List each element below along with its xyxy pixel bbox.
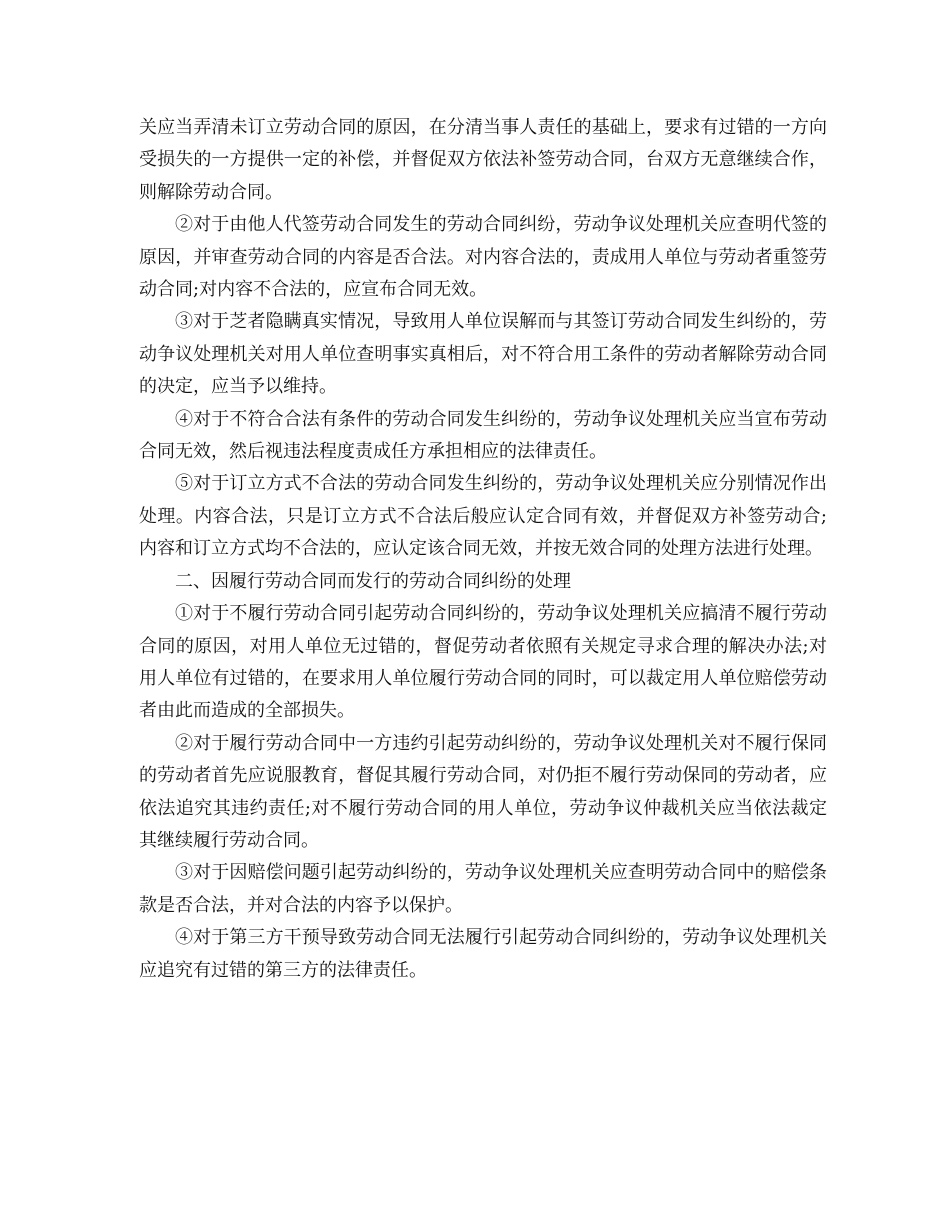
paragraph-item-3: ③对于芝者隐瞒真实情况，导致用人单位误解而与其签订劳动合同发生纠纷的，劳动争议处理机关对用人单位查明事实真相后，对不符合用工条件的劳动者解除劳动合同的决定，应当予以维持。 (139, 311, 827, 398)
paragraph-item-4: ④对于不符合合法有条件的劳动合同发生纠纷的，劳动争议处理机关应当宣布劳动合同无效，然后视违法程度责成任方承担相应的法律责任。 (139, 408, 827, 463)
paragraph-item-5: ⑤对于订立方式不合法的劳动合同发生纠纷的，劳动争议处理机关应分别情况作出处理。内容合法，只是订立方式不合法后般应认定合同有效，并督促双方补签劳动合;内容和订立方式均不合法的，应认定该合同无效，并按无效合同的处理方法进行处理。 (139, 473, 827, 560)
paragraph-section2-item-2: ②对于履行劳动合同中一方违约引起劳动纠纷的，劳动争议处理机关对不履行保同的劳动者首先应说服教育，督促其履行劳动合同，对仍拒不履行劳动保同的劳动者，应依法追究其违约责任;对不履行劳动合同的用人单位，劳动争议仲裁机关应当依法裁定其继续履行劳动合同。 (139, 732, 827, 851)
section-heading: 二、因履行劳动合同而发行的劳动合同纠纷的处理 (175, 570, 571, 592)
document-body (139, 112, 827, 987)
paragraph-item-2: ②对于由他人代签劳动合同发生的劳动合同纠纷，劳动争议处理机关应查明代签的原因，并审查劳动合同的内容是否合法。对内容合法的，责成用人单位与劳动者重签劳动合同;对内容不合法的，应宣布合同无效。 (139, 214, 827, 301)
paragraph-section2-item-3: ③对于因赔偿问题引起劳动纠纷的，劳动争议处理机关应查明劳动合同中的赔偿条款是否合法，并对合法的内容予以保护。 (139, 862, 827, 916)
paragraph-section2-item-4: ④对于第三方干预导致劳动合同无法履行引起劳动合同纠纷的，劳动争议处理机关应追究有过错的第三方的法律责任。 (139, 927, 827, 981)
paragraph-section2-item-1: ①对于不履行劳动合同引起劳动合同纠纷的，劳动争议处理机关应搞清不履行劳动合同的原因，对用人单位无过错的，督促劳动者依照有关规定寻求合理的解决办法;对用人单位有过错的，在要求用人单位履行劳动合同的同时，可以裁定用人单位赔偿劳动者由此而造成的全部损失。 (139, 603, 827, 722)
paragraph-continued: 关应当弄清未订立劳动合同的原因，在分清当事人责任的基础上，要求有过错的一方向受损失的一方提供一定的补偿，并督促双方依法补签劳动合同，台双方无意继续合作，则解除劳动合同。 (139, 117, 827, 203)
